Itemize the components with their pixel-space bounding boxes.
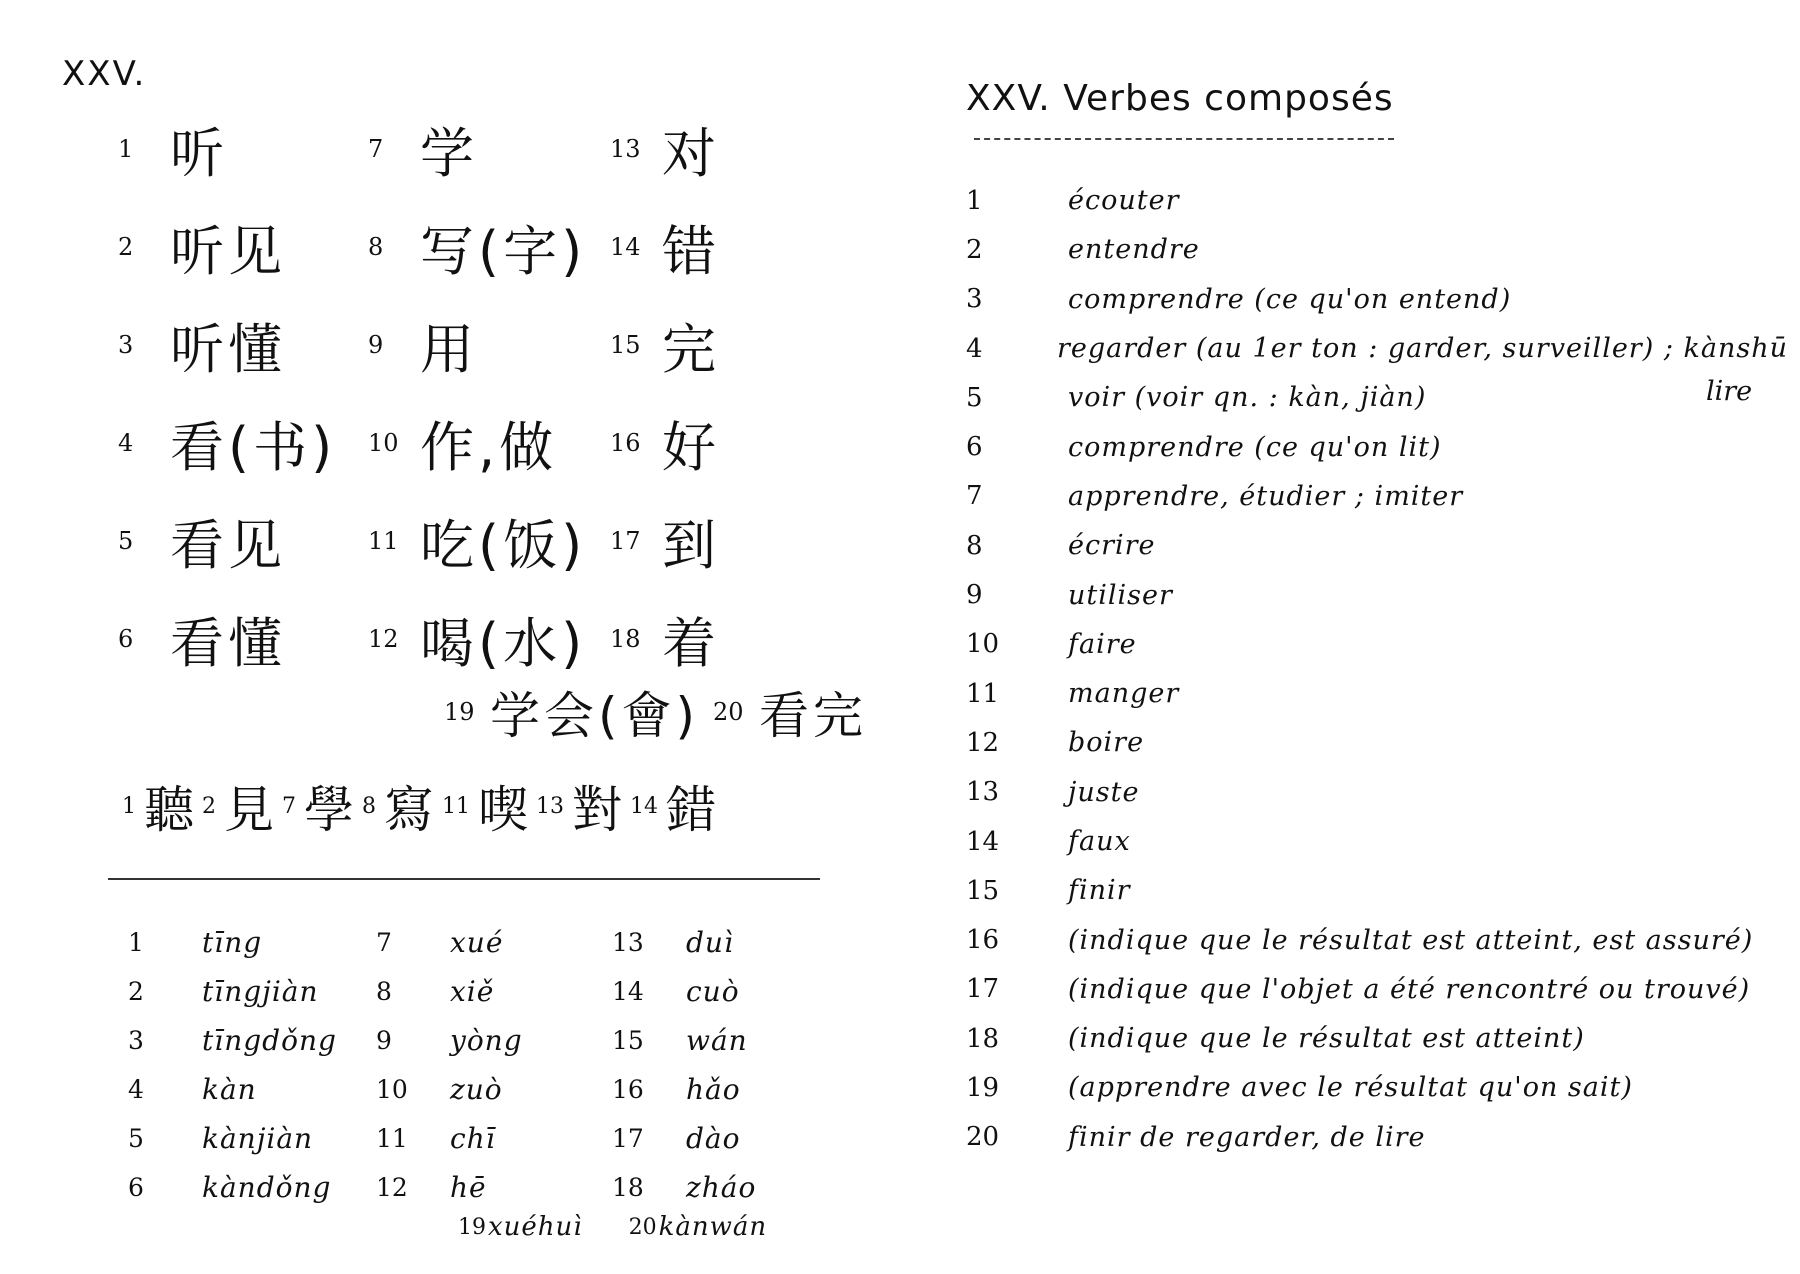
traditional-char: 見 — [224, 781, 274, 839]
entry-number: 1 — [118, 135, 134, 163]
hanzi-entry — [368, 111, 610, 188]
translation-item — [958, 817, 1788, 866]
hanzi-entry — [118, 307, 368, 384]
pinyin-entry — [612, 926, 822, 959]
translation-text: apprendre, étudier ; imiter — [1068, 480, 1464, 512]
hanzi-entry — [610, 209, 810, 286]
translation-text: écouter — [1068, 185, 1180, 217]
traditional-char: 喫 — [478, 781, 528, 839]
translation-text: faire — [1068, 628, 1137, 660]
traditional-char: 寫 — [384, 781, 434, 839]
entry-number: 18 — [610, 625, 641, 653]
hanzi-text: 听懂 — [170, 317, 286, 381]
pinyin-text: kànjiàn — [202, 1122, 314, 1155]
translation-item — [958, 768, 1788, 817]
entry-number: 19 — [458, 1214, 486, 1240]
hanzi-entry — [118, 405, 368, 482]
entry-number: 11 — [966, 678, 1000, 709]
translation-item — [958, 275, 1788, 324]
hanzi-entry — [118, 111, 368, 188]
hanzi-text: 作,做 — [420, 415, 558, 479]
pinyin-entry — [128, 975, 376, 1008]
entry-number: 13 — [610, 135, 641, 163]
pinyin-entry — [128, 1073, 376, 1106]
entry-number: 7 — [966, 481, 983, 512]
hanzi-text: 学 — [420, 121, 478, 185]
pinyin-grid — [128, 918, 828, 1212]
translation-item — [958, 1014, 1788, 1063]
hanzi-text: 着 — [662, 611, 720, 675]
entry-number: 7 — [368, 135, 384, 163]
entry-number: 15 — [610, 331, 641, 359]
pinyin-text: kànwán — [658, 1212, 768, 1242]
translation-item — [958, 176, 1788, 225]
entry-number: 6 — [966, 432, 983, 463]
hanzi-text: 看(书) — [170, 415, 337, 479]
hanzi-entry — [368, 405, 610, 482]
hanzi-text: 对 — [662, 121, 720, 185]
traditional-char: 錯 — [666, 781, 716, 839]
entry-number: 9 — [368, 331, 384, 359]
hanzi-entry — [610, 503, 810, 580]
traditional-entry — [202, 770, 274, 842]
pinyin-entry — [128, 1024, 376, 1057]
hanzi-text: 吃(饭) — [420, 513, 587, 577]
traditional-entry — [630, 770, 716, 842]
hanzi-row — [118, 100, 838, 198]
translation-item — [958, 521, 1788, 570]
right-page-title: XXV. Verbes composés — [966, 78, 1394, 119]
pinyin-entry — [128, 1122, 376, 1155]
entry-number: 20 — [713, 698, 744, 726]
translation-item — [958, 324, 1788, 373]
traditional-char: 聽 — [144, 781, 194, 839]
entry-number: 4 — [128, 1075, 144, 1104]
translation-text: utiliser — [1068, 579, 1173, 611]
pinyin-text: wán — [686, 1024, 748, 1057]
entry-number: 10 — [966, 629, 1000, 660]
pinyin-text: xiě — [450, 975, 495, 1008]
traditional-entry — [282, 770, 354, 842]
entry-number: 16 — [966, 925, 1000, 956]
translation-text: faux — [1068, 826, 1131, 857]
pinyin-entry — [376, 926, 612, 959]
translation-item — [958, 422, 1788, 471]
entry-number: 4 — [966, 333, 983, 364]
entry-number: 10 — [376, 1075, 408, 1104]
entry-number: 12 — [376, 1173, 408, 1202]
pinyin-text: xuéhuì — [488, 1212, 583, 1242]
hanzi-entry — [118, 503, 368, 580]
pinyin-entry — [376, 1171, 612, 1204]
entry-number: 11 — [376, 1124, 408, 1153]
traditional-entry — [362, 770, 434, 842]
entry-number: 15 — [612, 1026, 644, 1055]
translation-item — [958, 965, 1788, 1014]
translation-item — [958, 472, 1788, 521]
entry-number: 13 — [612, 928, 644, 957]
pinyin-text: chī — [450, 1122, 496, 1155]
entry-number: 20 — [966, 1122, 1000, 1153]
hanzi-entry — [610, 111, 810, 188]
translation-text: finir — [1068, 875, 1131, 907]
translation-text: manger — [1068, 678, 1180, 710]
entry-number: 14 — [610, 233, 641, 261]
hanzi-entry — [118, 209, 368, 286]
entry-number: 8 — [376, 977, 392, 1006]
entry-number: 2 — [128, 977, 144, 1006]
hanzi-text: 听 — [170, 121, 228, 185]
entry-number: 3 — [128, 1026, 144, 1055]
translation-item — [958, 1063, 1788, 1112]
hanzi-entry — [368, 209, 610, 286]
hanzi-text: 错 — [662, 219, 720, 283]
entry-number: 2 — [966, 234, 983, 265]
hanzi-entry — [118, 601, 368, 678]
entry-number: 8 — [368, 233, 384, 261]
pinyin-text: zuò — [450, 1073, 503, 1106]
hanzi-entry — [610, 405, 810, 482]
entry-number: 5 — [128, 1124, 144, 1153]
entry-number: 2 — [202, 793, 216, 819]
hanzi-entry — [368, 503, 610, 580]
hanzi-entry — [368, 307, 610, 384]
entry-number: 1 — [966, 185, 983, 216]
translation-text: finir de regarder, de lire — [1068, 1121, 1426, 1153]
entry-number: 17 — [966, 974, 1000, 1005]
entry-number: 6 — [118, 625, 134, 653]
traditional-characters-row — [122, 770, 724, 842]
translation-item — [958, 373, 1788, 422]
pinyin-entry — [376, 975, 612, 1008]
entry-number: 9 — [376, 1026, 392, 1055]
pinyin-text: tīngdǒng — [202, 1024, 337, 1057]
entry-number: 9 — [966, 580, 983, 611]
translation-item — [958, 718, 1788, 767]
traditional-char: 對 — [572, 781, 622, 839]
traditional-entry — [536, 770, 622, 842]
pinyin-text: tīng — [202, 926, 263, 959]
translation-text: (indique que l'objet a été rencontré ou trouvé) — [1068, 973, 1751, 1005]
hanzi-grid — [118, 100, 838, 688]
pinyin-entry — [128, 926, 376, 959]
traditional-char: 學 — [304, 781, 354, 839]
entry-number: 16 — [612, 1075, 644, 1104]
hanzi-text: 看完 — [759, 687, 868, 745]
hanzi-entry — [368, 601, 610, 678]
entry-number: 14 — [612, 977, 644, 1006]
hanzi-entry — [610, 601, 810, 678]
entry-number: 18 — [966, 1023, 1000, 1054]
pinyin-text: hǎo — [686, 1073, 741, 1106]
translation-text: voir (voir qn. : kàn, jiàn) — [1068, 382, 1427, 414]
hanzi-row — [118, 492, 838, 590]
entry-number: 2 — [118, 233, 134, 261]
entry-number: 19 — [444, 698, 475, 726]
translation-text: comprendre (ce qu'on lit) — [1068, 431, 1442, 463]
entry-number: 16 — [610, 429, 641, 457]
pinyin-text: kàndǒng — [202, 1171, 332, 1204]
hanzi-text: 喝(水) — [420, 611, 587, 675]
traditional-entry — [442, 770, 528, 842]
pinyin-entry — [612, 1171, 822, 1204]
pinyin-entry — [376, 1073, 612, 1106]
translation-text: écrire — [1068, 530, 1156, 562]
entry-number: 4 — [118, 429, 134, 457]
translation-text: (apprendre avec le résultat qu'on sait) — [1068, 1072, 1633, 1104]
entry-number: 11 — [442, 793, 470, 819]
entry-number: 8 — [966, 530, 983, 561]
pinyin-text: duì — [686, 926, 734, 959]
hanzi-text: 到 — [662, 513, 720, 577]
pinyin-text: xué — [450, 926, 504, 959]
translation-item — [958, 915, 1788, 964]
hanzi-text: 看见 — [170, 513, 286, 577]
entry-number: 7 — [282, 793, 296, 819]
entry-number: 12 — [966, 727, 1000, 758]
entry-number: 14 — [630, 793, 658, 819]
entry-number: 1 — [122, 793, 136, 819]
translation-item — [958, 570, 1788, 619]
hanzi-row — [118, 394, 838, 492]
section-divider — [108, 878, 820, 880]
hanzi-text: 完 — [662, 317, 720, 381]
traditional-entry — [122, 770, 194, 842]
left-page-heading: XXV. — [62, 54, 147, 94]
translation-text: comprendre (ce qu'on entend) — [1068, 283, 1512, 315]
pinyin-text: yòng — [450, 1024, 523, 1057]
entry-number: 5 — [966, 382, 983, 413]
pinyin-text: tīngjiàn — [202, 975, 319, 1008]
translation-text: juste — [1068, 776, 1140, 808]
entry-number: 7 — [376, 928, 392, 957]
item4-note: lire — [1706, 376, 1753, 407]
hanzi-entry — [610, 307, 810, 384]
pinyin-row — [128, 967, 828, 1016]
hanzi-extra-row — [444, 676, 881, 748]
pinyin-text: kàn — [202, 1073, 257, 1106]
translation-item — [958, 225, 1788, 274]
hanzi-row — [118, 296, 838, 394]
pinyin-entry — [612, 1024, 822, 1057]
translation-item — [958, 866, 1788, 915]
entry-number: 19 — [966, 1072, 1000, 1103]
pinyin-entry — [612, 1122, 822, 1155]
pinyin-entry — [376, 1024, 612, 1057]
translation-text: boire — [1068, 727, 1145, 759]
pinyin-row — [128, 1163, 828, 1212]
entry-number: 12 — [368, 625, 399, 653]
pinyin-text: dào — [686, 1122, 741, 1155]
translation-text: regarder (au 1er ton : garder, surveiller) ; kànshū — [1056, 333, 1788, 365]
entry-number: 20 — [628, 1214, 657, 1240]
entry-number: 14 — [966, 826, 1000, 857]
entry-number: 1 — [128, 928, 144, 957]
entry-number: 18 — [612, 1173, 644, 1202]
entry-number: 3 — [118, 331, 134, 359]
translation-list — [958, 176, 1788, 1162]
entry-number: 11 — [368, 527, 399, 555]
title-underline — [974, 138, 1394, 140]
entry-number: 3 — [966, 284, 983, 315]
hanzi-text: 学会(會) — [490, 687, 700, 745]
entry-number: 17 — [610, 527, 641, 555]
pinyin-text: cuò — [686, 975, 740, 1008]
entry-number: 5 — [118, 527, 134, 555]
hanzi-text: 听见 — [170, 219, 286, 283]
pinyin-row — [128, 1016, 828, 1065]
entry-number: 17 — [612, 1124, 644, 1153]
translation-item — [958, 620, 1788, 669]
entry-number: 10 — [368, 429, 399, 457]
hanzi-text: 写(字) — [420, 219, 587, 283]
pinyin-entry — [612, 975, 822, 1008]
hanzi-row — [118, 590, 838, 688]
entry-number: 13 — [966, 777, 1000, 808]
pinyin-entry — [612, 1073, 822, 1106]
hanzi-row — [118, 198, 838, 296]
hanzi-text: 用 — [420, 317, 478, 381]
hanzi-text: 看懂 — [170, 611, 286, 675]
entry-number: 15 — [966, 875, 1000, 906]
translation-text: entendre — [1068, 234, 1200, 266]
pinyin-extra-row — [458, 1212, 813, 1242]
pinyin-text: zháo — [686, 1171, 757, 1204]
hanzi-text: 好 — [662, 415, 720, 479]
translation-item — [958, 1113, 1788, 1162]
translation-text: (indique que le résultat est atteint, est assuré) — [1068, 924, 1754, 956]
entry-number: 6 — [128, 1173, 144, 1202]
entry-number: 8 — [362, 793, 376, 819]
translation-text: (indique que le résultat est atteint) — [1068, 1023, 1585, 1055]
pinyin-row — [128, 918, 828, 967]
pinyin-row — [128, 1114, 828, 1163]
pinyin-entry — [128, 1171, 376, 1204]
pinyin-row — [128, 1065, 828, 1114]
entry-number: 13 — [536, 793, 564, 819]
pinyin-text: hē — [450, 1171, 487, 1204]
translation-item — [958, 669, 1788, 718]
pinyin-entry — [376, 1122, 612, 1155]
